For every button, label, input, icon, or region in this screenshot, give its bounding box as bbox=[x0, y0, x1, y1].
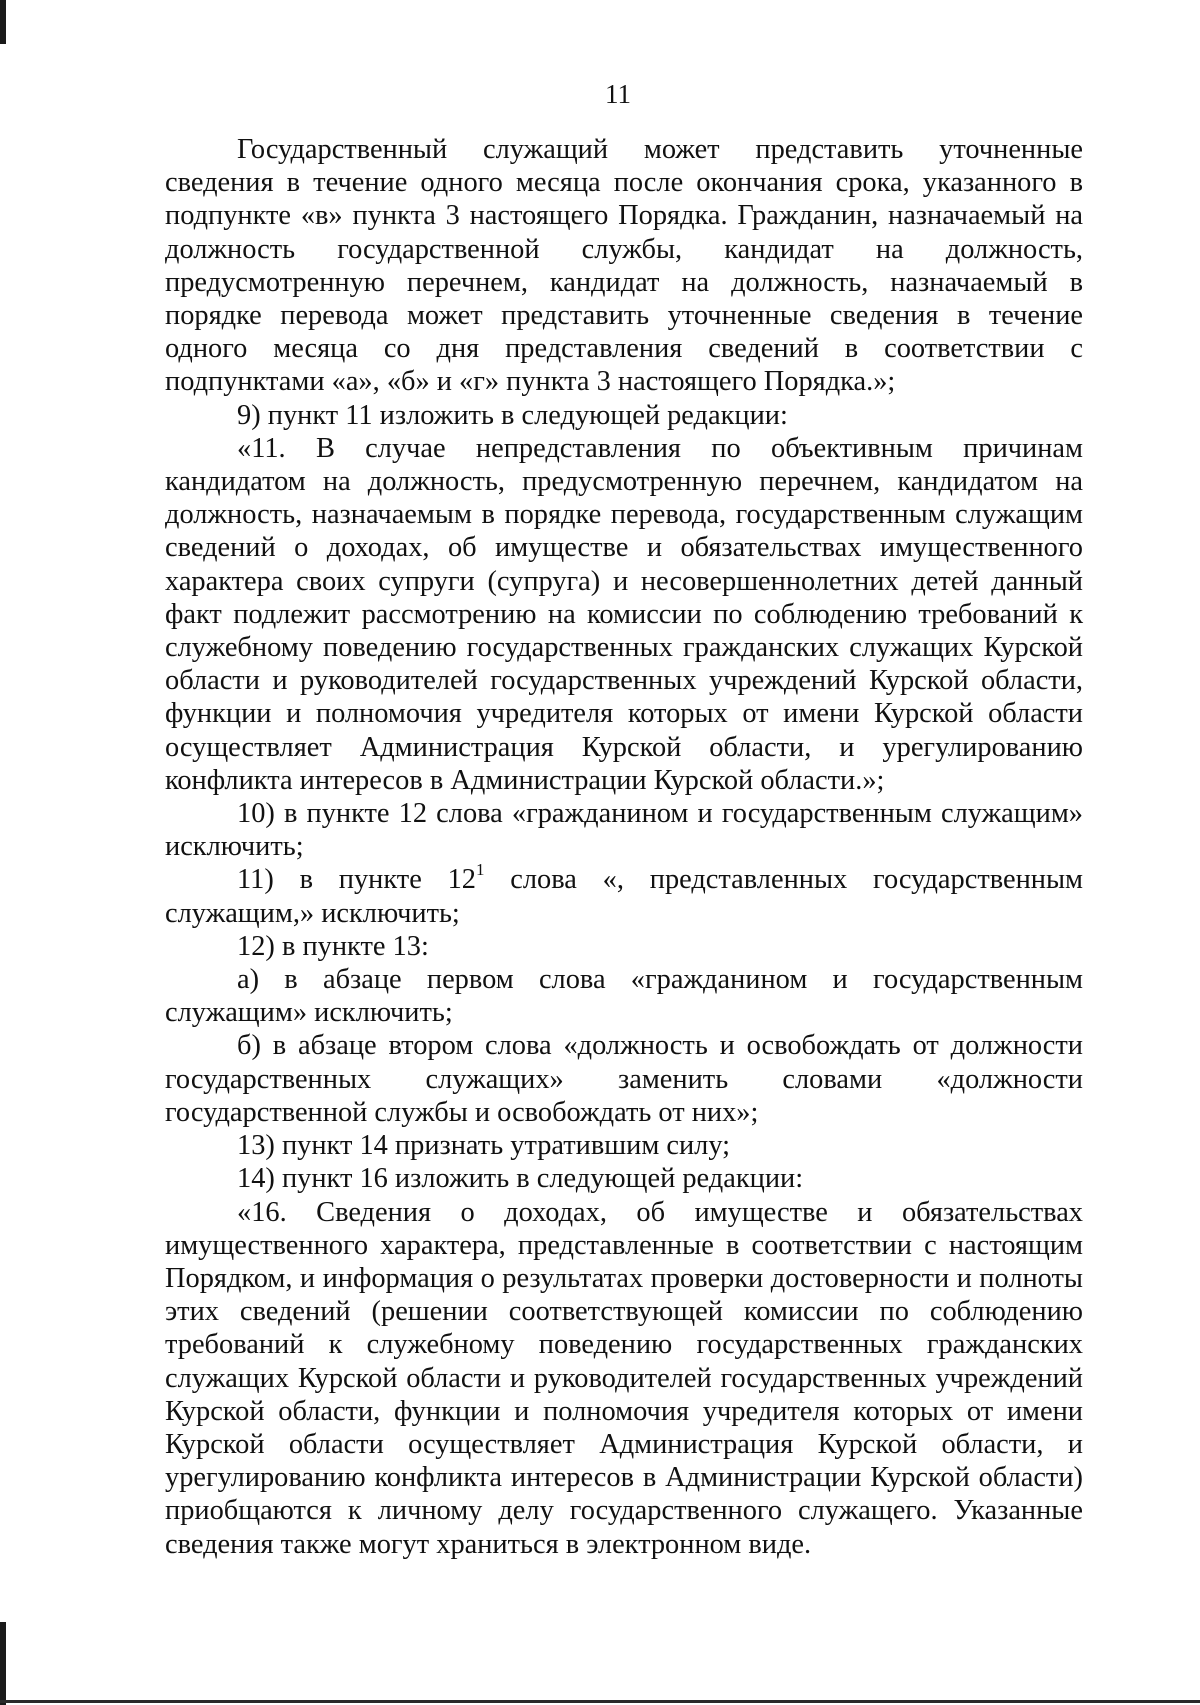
paragraph-refined-info: Государственный служащий может представить уточненные сведения в течение одного месяца после окончания срока, указанного в подпункте «в» пункта 3 настоящего Порядка. Гражданин, назначаемый на должность государственной службы, кандидат на должность, предусмотренную перечнем, кандидат на должность, назначаемый в порядке перевода может представить уточненные сведения в течение одного месяца со дня представления сведений в соответствии с подпунктами «а», «б» и «г» пункта 3 настоящего Порядка.»; bbox=[165, 134, 1083, 398]
item-11-after: слова «, представленных государственным служащим,» исключить; bbox=[165, 864, 1084, 929]
document-body bbox=[165, 133, 1083, 1561]
paragraph-item-12a: а) в абзаце первом слова «гражданином и государственным служащим» исключить; bbox=[165, 964, 1083, 1029]
scan-edge-top bbox=[0, 0, 6, 44]
paragraph-item-12: 12) в пункте 13: bbox=[237, 930, 429, 962]
paragraph-point-11-text: «11. В случае непредставления по объективным причинам кандидатом на должность, предусмотренную перечнем, кандидатом на должность, назначаемым в порядке перевода, государственным служащим сведений о доходах, об имуществе и обязательствах имущественного характера своих супруги (супруга) и несовершеннолетних детей данный факт подлежит рассмотрению на комиссии по соблюдению требований к служебному поведению государственных гражданских служащих Курской области и руководителей государственных учреждений Курской области, функции и полномочия учредителя которых от имени Курской области осуществляет Администрация Курской области, и урегулированию конфликта интересов в Администрации Курской области.»; bbox=[165, 432, 1083, 796]
item-11-before: 11) в пункте 12 bbox=[237, 864, 476, 896]
scan-line-bottom bbox=[0, 1700, 1200, 1703]
paragraph-item-14: 14) пункт 16 изложить в следующей редакции: bbox=[237, 1163, 804, 1195]
paragraph-item-13: 13) пункт 14 признать утратившим силу; bbox=[237, 1130, 731, 1162]
paragraph-item-11 bbox=[165, 860, 1084, 929]
scan-edge-bottom bbox=[0, 1622, 6, 1705]
paragraph-item-10: 10) в пункте 12 слова «гражданином и государственным служащим» исключить; bbox=[165, 798, 1083, 863]
paragraph-point-16-text: «16. Сведения о доходах, об имуществе и обязательствах имущественного характера, представленные в соответствии с настоящим Порядком, и информация о результатах проверки достоверности и полноты этих сведений (решении соответствующей комиссии по соблюдению требований к служебному поведению государственных гражданских служащих Курской области и руководителей государственных учреждений Курской области, функции и полномочия учредителя которых от имени Курской области осуществляет Администрация Курской области, и урегулированию конфликта интересов в Администрации Курской области) приобщаются к личному делу государственного служащего. Указанные сведения также могут храниться в электронном виде. bbox=[165, 1196, 1083, 1560]
paragraph-item-12b: б) в абзаце втором слова «должность и освобождать от должности государственных служащих» заменить словами «должности государственной службы и освобождать от них»; bbox=[165, 1030, 1083, 1128]
paragraph-item-9: 9) пункт 11 изложить в следующей редакции: bbox=[237, 399, 788, 431]
item-11-superscript: 1 bbox=[475, 860, 485, 880]
page-number: 11 bbox=[605, 79, 631, 109]
